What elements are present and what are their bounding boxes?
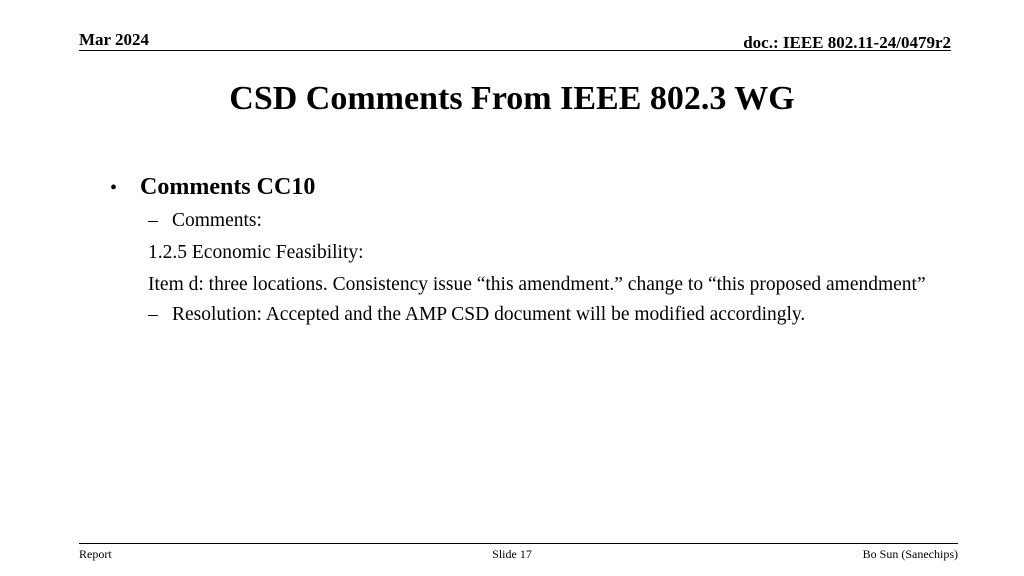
text-item-d: Item d: three locations. Consistency issue “this amendment.” change to “this proposed amendment” <box>148 274 926 295</box>
footer-divider <box>79 543 958 544</box>
footer-left: Report <box>79 547 112 561</box>
bullet-icon: • <box>110 177 118 199</box>
slide-title: CSD Comments From IEEE 802.3 WG <box>229 80 795 117</box>
bullet-comments-cc10 <box>110 172 930 203</box>
bullet-label: Comments CC10 <box>140 174 316 200</box>
sub-item-resolution <box>148 303 930 327</box>
footer-slide-number: Slide 17 <box>492 547 532 561</box>
header-divider <box>79 50 951 51</box>
text-economic-feasibility: 1.2.5 Economic Feasibility: <box>148 242 364 263</box>
slide-body <box>110 172 930 327</box>
sub-item-label: Resolution: Accepted and the AMP CSD document will be modified accordingly. <box>172 304 806 325</box>
header-date: Mar 2024 <box>79 30 150 49</box>
header-doc-id: doc.: IEEE 802.11-24/0479r2 <box>743 33 951 52</box>
footer-author: Bo Sun (Sanechips) <box>862 547 958 561</box>
dash-icon: – <box>148 210 158 231</box>
sub-item-comments <box>148 209 930 233</box>
dash-icon: – <box>148 304 158 325</box>
sub-item-label: Comments: <box>172 210 262 231</box>
